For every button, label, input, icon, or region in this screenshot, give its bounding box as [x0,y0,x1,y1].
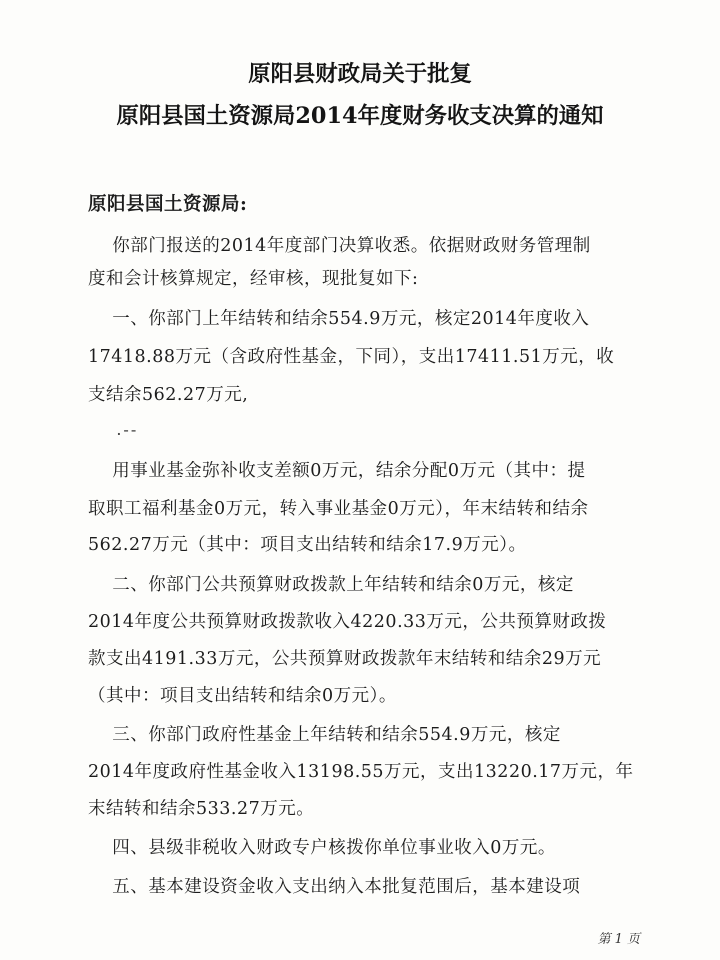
body-line: 你部门报送的2014年度部门决算收悉。依据财政财务管理制 [88,236,591,256]
body-line: 用事业基金弥补收支差额0万元，结余分配0万元（其中：提 [88,461,586,481]
body-line: （其中：项目支出结转和结余0万元）。 [88,686,397,706]
body-line: 562.27万元（其中：项目支出结转和结余17.9万元）。 [88,535,527,555]
body-line: 四、县级非税收入财政专户核拨你单位事业收入0万元。 [88,838,556,858]
body-line: 末结转和结余533.27万元。 [88,799,315,819]
body-line: 取职工福利基金0万元，转入事业基金0万元），年末结转和结余 [88,499,589,519]
body-line: 支结余562.27万元, [88,385,249,405]
document-title-line-2: 原阳县国土资源局2014年度财务收支决算的通知 [116,103,604,129]
stray-mark: .-- [88,420,139,439]
body-line: 度和会计核算规定，经审核，现批复如下: [88,269,419,289]
body-line: 2014年度公共预算财政拨款收入4220.33万元，公共预算财政拨 [88,612,607,632]
document-title-line-1: 原阳县财政局关于批复 [248,61,472,87]
body-line: 二、你部门公共预算财政拨款上年结转和结余0万元，核定 [88,575,574,595]
body-line: 2014年度政府性基金收入13198.55万元，支出13220.17万元，年 [88,762,634,782]
body-line: 款支出4191.33万元，公共预算财政拨款年末结转和结余29万元 [88,649,602,669]
body-line: 一、你部门上年结转和结余554.9万元，核定2014年度收入 [88,309,590,329]
body-line: 17418.88万元（含政府性基金，下同），支出17411.51万元，收 [88,347,615,367]
body-line: 三、你部门政府性基金上年结转和结余554.9万元，核定 [88,725,561,745]
addressee: 原阳县国土资源局: [88,194,248,215]
page-number: 第 1 页 [597,932,640,947]
body-line: 五、基本建设资金收入支出纳入本批复范围后，基本建设项 [88,877,581,897]
